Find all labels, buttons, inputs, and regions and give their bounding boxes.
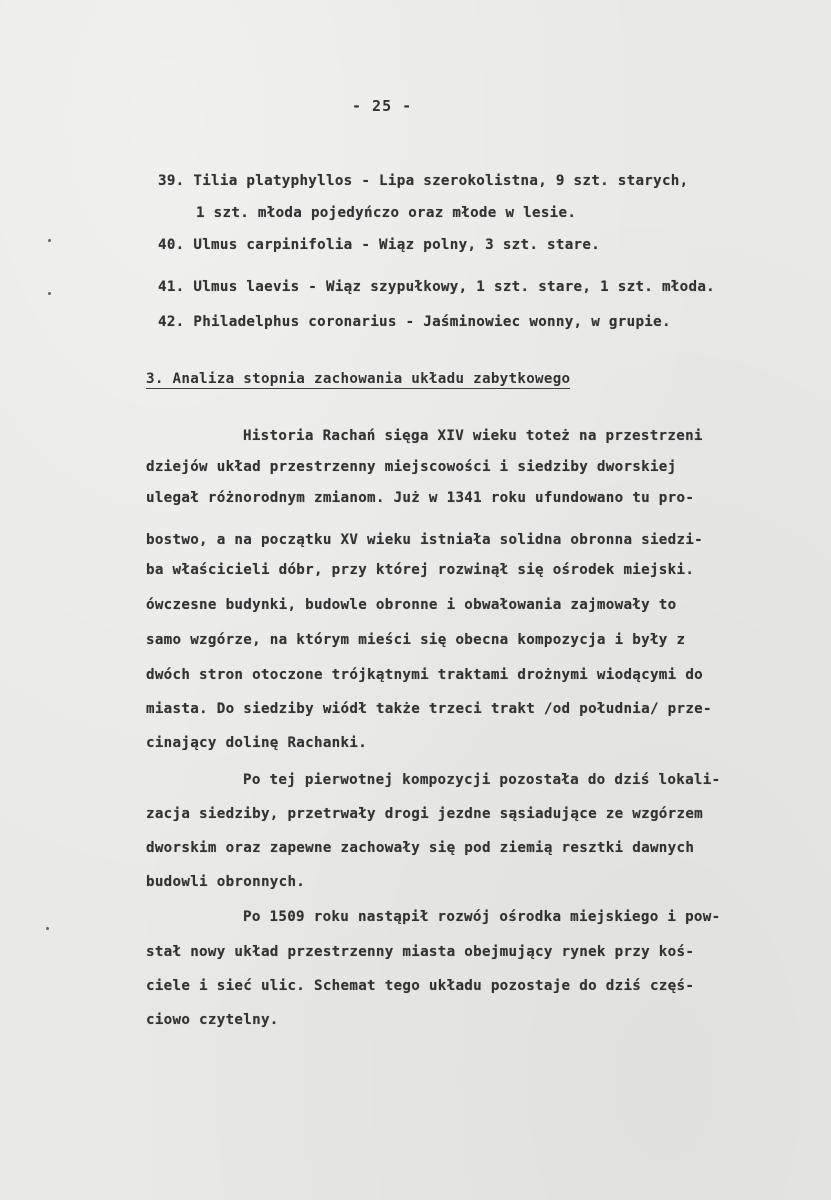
paragraph-line: ciele i sieć ulic. Schemat tego układu pozostaje do dziś częś- xyxy=(146,978,695,994)
paragraph-line: dziejów układ przestrzenny miejscowości i siedziby dworskiej xyxy=(146,459,677,475)
paragraph-line: Po tej pierwotnej kompozycji pozostała do dziś lokali- xyxy=(243,772,721,788)
paragraph-line: miasta. Do siedziby wiódł także trzeci trakt /od południa/ prze- xyxy=(146,701,712,717)
ink-speck xyxy=(48,292,51,295)
list-item: 40. Ulmus carpinifolia - Wiąz polny, 3 szt. stare. xyxy=(158,237,601,253)
paragraph-line: ba właścicieli dóbr, przy której rozwinął się ośrodek miejski. xyxy=(146,562,695,578)
paragraph-line: samo wzgórze, na którym mieści się obecna kompozycja i były z xyxy=(146,632,686,648)
paragraph-line: Po 1509 roku nastąpił rozwój ośrodka miejskiego i pow- xyxy=(243,909,721,925)
paragraph-line: Historia Rachań sięga XIV wieku toteż na przestrzeni xyxy=(243,428,703,444)
ink-speck xyxy=(48,239,51,242)
paragraph-line: ciowo czytelny. xyxy=(146,1012,279,1028)
paragraph-line: bostwo, a na początku XV wieku istniała solidna obronna siedzi- xyxy=(146,532,704,548)
paragraph-line: ulegał różnorodnym zmianom. Już w 1341 roku ufundowano tu pro- xyxy=(146,490,695,506)
page-number: - 25 - xyxy=(352,97,413,115)
paragraph-line: stał nowy układ przestrzenny miasta obejmujący rynek przy koś- xyxy=(146,944,695,960)
paragraph-line: dwóch stron otoczone trójkątnymi traktami drożnymi wiodącymi do xyxy=(146,667,704,683)
list-item: 39. Tilia platyphyllos - Lipa szerokolistna, 9 szt. starych, xyxy=(158,173,689,189)
section-heading: 3. Analiza stopnia zachowania układu zabytkowego xyxy=(146,371,571,387)
list-item: 1 szt. młoda pojedyńczo oraz młode w lesie. xyxy=(196,205,577,221)
ink-speck xyxy=(46,927,49,930)
list-item: 42. Philadelphus coronarius - Jaśminowiec wonny, w grupie. xyxy=(158,314,671,330)
paragraph-line: ówczesne budynki, budowle obronne i obwałowania zajmowały to xyxy=(146,597,677,613)
list-item: 41. Ulmus laevis - Wiąz szypułkowy, 1 szt. stare, 1 szt. młoda. xyxy=(158,279,716,295)
paragraph-line: cinający dolinę Rachanki. xyxy=(146,735,368,751)
paragraph-line: dworskim oraz zapewne zachowały się pod ziemią resztki dawnych xyxy=(146,840,695,856)
paragraph-line: budowli obronnych. xyxy=(146,874,306,890)
paragraph-line: zacja siedziby, przetrwały drogi jezdne sąsiadujące ze wzgórzem xyxy=(146,806,704,822)
